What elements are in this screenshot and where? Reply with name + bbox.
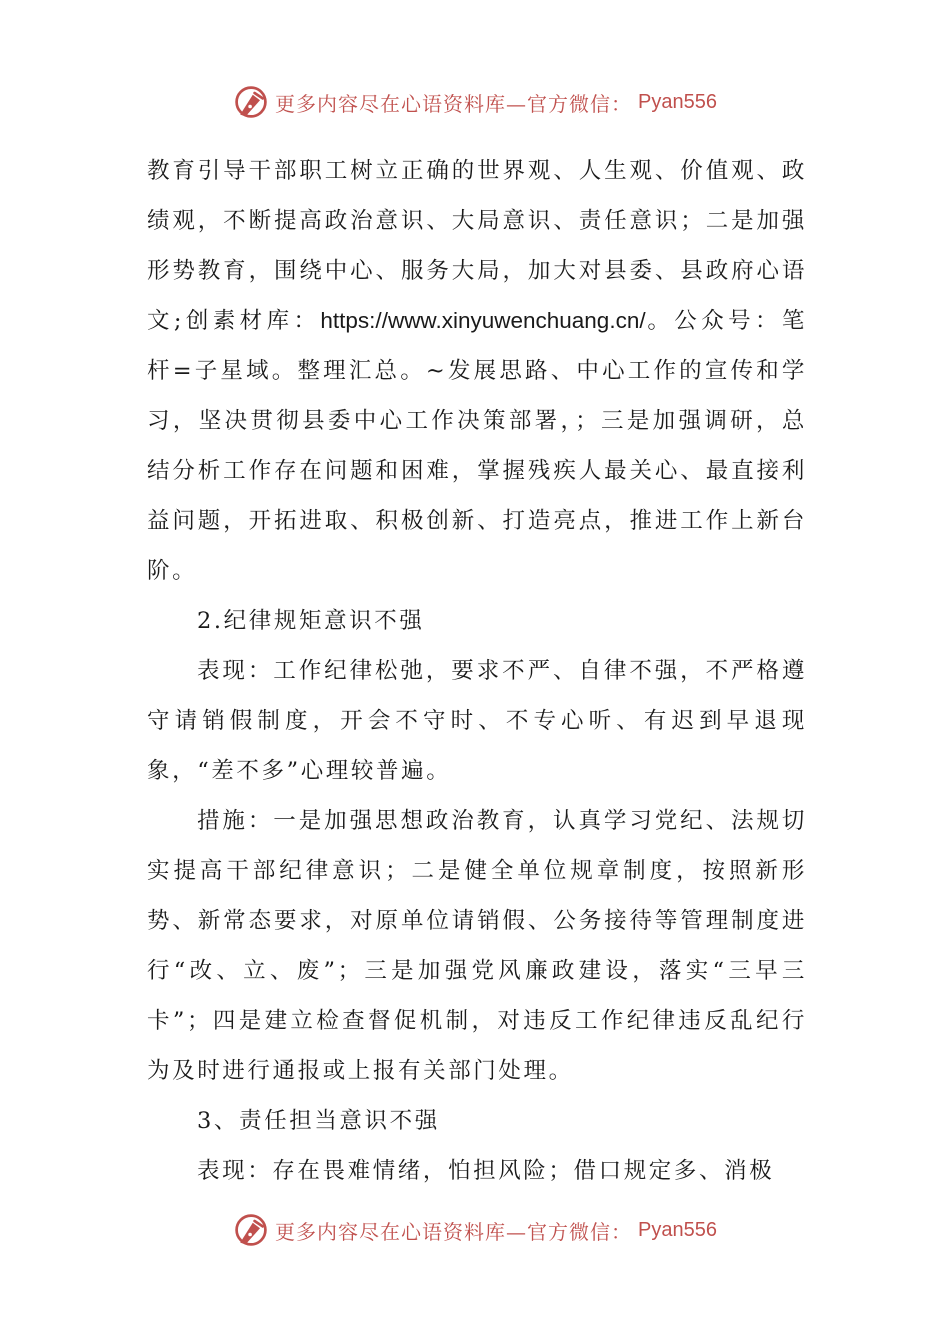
paragraph-1	[147, 146, 807, 596]
banner-wechat-id: Pyan556	[638, 1218, 717, 1241]
section-heading-2: 2.纪律规矩意识不强	[197, 608, 425, 634]
section-heading-3: 3、责任担当意识不强	[197, 1108, 440, 1134]
paragraph-4: 表现：存在畏难情绪，怕担风险；借口规定多、消极	[197, 1158, 775, 1184]
pen-nib-logo-icon	[233, 1212, 269, 1248]
pen-nib-logo-icon	[233, 84, 269, 120]
banner-text: 更多内容尽在心语资料库—官方微信：	[275, 91, 633, 116]
paragraph-1-text-b: 。公众号：笔杆=子星域。整理汇总。~发展思路、中心工作的宣传和学习，坚决贯彻县委中心工作决策部署，；三是加强调研，总结分析工作存在问题和困难，掌握残疾人最关心、最直接利益问题，开拓进取、积极创新、打造亮点，推进工作上新台阶。	[147, 308, 808, 584]
banner-text: 更多内容尽在心语资料库—官方微信：	[275, 1219, 633, 1244]
footer-banner	[0, 1210, 950, 1250]
paragraph-1-text-a: 教育引导干部职工树立正确的世界观、人生观、价值观、政绩观，不断提高政治意识、大局意识、责任意识；二是加强形势教育，围绕中心、服务大局，加大对县委、县政府心语文;创素材库：	[147, 158, 807, 334]
header-banner	[0, 82, 950, 122]
document-body	[147, 146, 807, 1196]
paragraph-3: 措施：一是加强思想政治教育，认真学习党纪、法规切实提高干部纪律意识；二是健全单位规章制度，按照新形势、新常态要求，对原单位请销假、公务接待等管理制度进行“改、立、废”；三是加强党风廉政建设，落实“三早三卡”；四是建立检查督促机制，对违反工作纪律违反乱纪行为及时进行通报或上报有关部门处理。	[147, 808, 807, 1084]
paragraph-2: 表现：工作纪律松弛，要求不严、自律不强，不严格遵守请销假制度，开会不守时、不专心听、有迟到早退现象，“差不多”心理较普遍。	[147, 658, 807, 784]
banner-wechat-id: Pyan556	[638, 90, 717, 113]
paragraph-1-url: https://www.xinyuwenchuang.cn/	[320, 308, 646, 333]
